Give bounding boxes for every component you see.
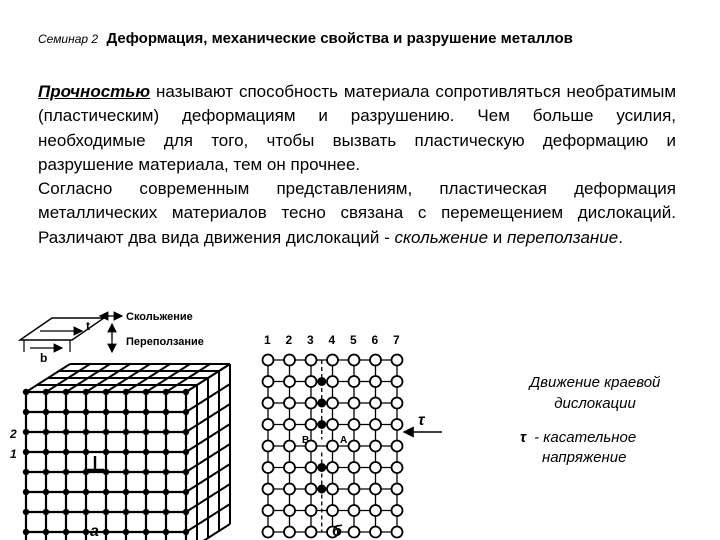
column-number: 2 [285,333,293,347]
paragraph-2-and: и [488,227,508,247]
column-number: 3 [307,333,314,347]
term-climb: переползание [507,227,619,247]
vector-t-label: t [86,319,90,333]
seminar-label: Семинар 2 [38,32,99,46]
slip-label: Скольжение [126,311,193,323]
paragraph-2-text: Согласно современным представлениям, пластическая деформация металлических материалов тесно связана с перемещением дислокаций. Различают два вида движения дислокаций - [38,179,676,247]
legend [520,428,690,468]
plane-label-2: 2 [10,427,17,441]
column-number: 4 [328,333,336,347]
lattice-diagram [263,355,403,538]
column-number: 6 [371,333,379,347]
point-b-label: В [302,435,310,446]
plane-label-1: 1 [10,447,17,461]
term-strength: Прочностью [38,82,151,101]
legend-text: - касательное [534,429,637,446]
slide-title: Деформация, механические свойства и разрушение металлов [106,30,573,47]
crystal-cube-diagram [23,364,230,540]
term-slip: скольжение [394,227,489,247]
figure-caption: Движение краевой дислокации [529,374,661,412]
figure-b-label: б [332,523,342,540]
slip-plane-diagram [20,311,204,365]
column-number: 7 [393,333,400,347]
column-number: 5 [350,333,357,347]
vector-b-label: b [40,351,48,365]
shear-stress-label: τ [418,412,425,429]
climb-label: Переползание [126,336,204,348]
column-number: 1 [264,333,271,347]
paragraph-1-text: называют способность материала сопротивляться необратимым (пластическим) деформациям и разрушению. Чем больше усилия, необходимые для того, чтобы вызвать пластическую деформацию и разрушение материала, тем он прочнее. [38,82,676,174]
paragraph-2-end: . [618,227,623,247]
figure-a-label: а [90,523,99,540]
point-a-label: А [340,435,348,446]
legend-symbol: τ [520,429,527,446]
legend-text-2: напряжение [542,449,627,466]
lattice-column-numbers [264,333,400,347]
